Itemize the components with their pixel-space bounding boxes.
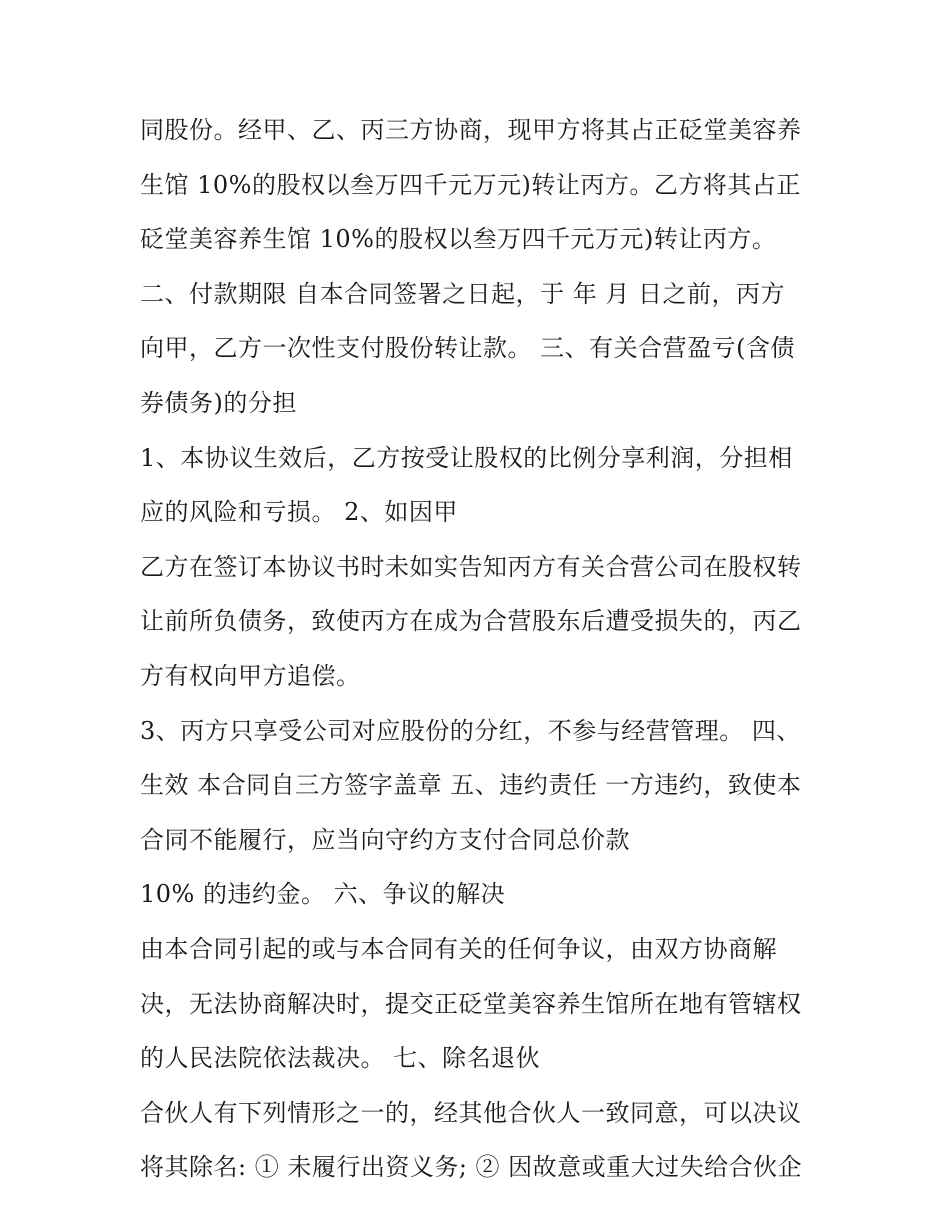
text-line: 方有权向甲方追偿。	[140, 661, 361, 690]
text-line: 3、丙方只享受公司对应股份的分红，不参与经营管理。 四、	[140, 716, 801, 745]
text-line: 同股份。经甲、乙、丙三方协商，现甲方将其占正砭堂美容养	[140, 116, 802, 144]
text-line: 合伙人有下列情形之一的，经其他合伙人一致同意，可以决议	[140, 1098, 802, 1127]
text-line: 将其除名: ① 未履行出资义务; ② 因故意或重大过失给合伙企	[140, 1153, 803, 1182]
text-line: 决，无法协商解决时，提交正砭堂美容养生馆所在地有管辖权	[140, 989, 802, 1018]
text-line: 向甲，乙方一次性支付股份转让款。 三、有关合营盈亏(含债	[140, 334, 795, 363]
text-line: 砭堂美容养生馆 10%的股权以叁万四千元万元)转让丙方。	[140, 225, 777, 254]
text-line: 生效 本合同自三方签字盖章 五、违约责任 一方违约，致使本	[140, 771, 802, 800]
text-line: 二、付款期限 自本合同签署之日起，于 年 月 日之前，丙方	[140, 279, 786, 308]
text-line: 生馆 10%的股权以叁万四千元万元)转让丙方。乙方将其占正	[140, 170, 801, 199]
text-line: 1、本协议生效后，乙方按受让股权的比例分享利润，分担相	[140, 443, 793, 472]
contract-text	[140, 103, 820, 1195]
text-line: 合同不能履行，应当向守约方支付合同总价款	[140, 825, 630, 854]
text-line: 让前所负债务，致使丙方在成为合营股东后遭受损失的，丙乙	[140, 607, 802, 636]
text-line: 10% 的违约金。 六、争议的解决	[140, 880, 506, 909]
text-line: 乙方在签订本协议书时未如实告知丙方有关合营公司在股权转	[140, 552, 802, 581]
text-line: 由本合同引起的或与本合同有关的任何争议，由双方协商解	[140, 934, 777, 963]
text-line: 的人民法院依法裁决。 七、除名退伙	[140, 1044, 541, 1073]
text-line: 应的风险和亏损。 2、如因甲	[140, 498, 458, 527]
text-line: 券债务)的分担	[140, 388, 297, 417]
